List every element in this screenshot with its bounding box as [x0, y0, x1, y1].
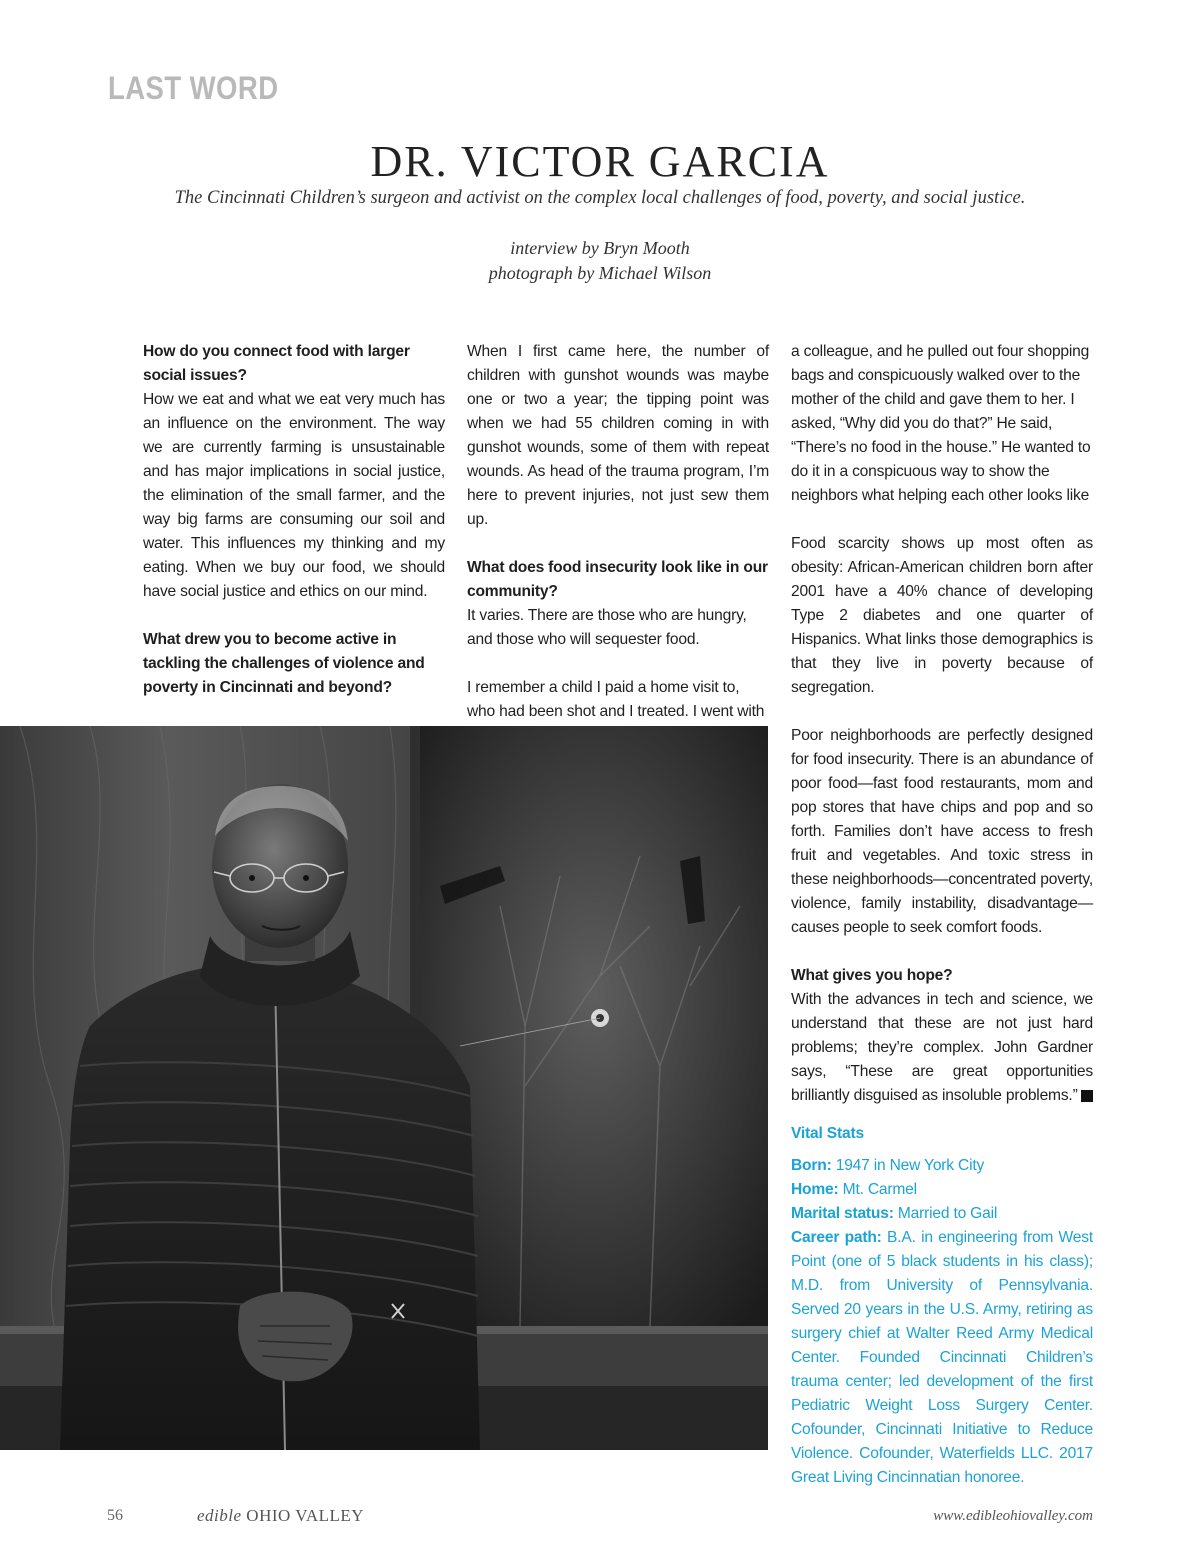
- question-4: What gives you hope?: [791, 967, 953, 984]
- credits: [0, 236, 1200, 286]
- stat-marital-key: Marital status:: [791, 1205, 894, 1222]
- answer-2: When I first came here, the number of children with gunshot wounds was maybe one or two a year; the tipping point was when we had 55 children coming in with gunshot wounds, some of them with repeat wounds. As head of the trauma program, I’m here to prevent injuries, not just sew them up.: [467, 343, 769, 528]
- stat-marital: [791, 1202, 1093, 1226]
- stat-home-key: Home:: [791, 1181, 839, 1198]
- page-number: 56: [107, 1507, 123, 1524]
- stat-home: [791, 1178, 1093, 1202]
- subhead: The Cincinnati Children’s surgeon and activist on the complex local challenges of food, poverty, and social justice.: [174, 188, 1026, 208]
- magazine-name-rest: OHIO VALLEY: [246, 1506, 365, 1525]
- answer-3d: Food scarcity shows up most often as obesity: African-American children born after 2001 have a 40% chance of developing Type 2 diabetes and one quarter of Hispanics. What links those demographics is that they live in poverty because of segregation.: [791, 535, 1093, 696]
- stat-born-key: Born:: [791, 1157, 832, 1174]
- column-2: [467, 340, 769, 748]
- answer-3a: It varies. There are those who are hungry, and those who will sequester food.: [467, 607, 747, 648]
- magazine-name: [197, 1506, 364, 1526]
- magazine-name-italic: edible: [197, 1506, 242, 1525]
- stat-career-key: Career path:: [791, 1229, 882, 1246]
- answer-3c: a colleague, and he pulled out four shopping bags and conspicuously walked over to the mother of the child and gave them to her. I asked, “Why did you do that?” He said, “There’s no food in the house.” He wanted to do it in a conspicuous way to show the neighbors what helping each other looks like: [791, 343, 1091, 504]
- stat-born: [791, 1154, 1093, 1178]
- answer-4: [791, 988, 1093, 1108]
- answer-3b: I remember a child I paid a home visit to, who had been shot and I treated. I went with: [467, 679, 765, 720]
- page-title: DR. VICTOR GARCIA: [370, 137, 830, 186]
- column-3: [791, 340, 1093, 1490]
- interview-credit: interview by Bryn Mooth: [510, 238, 690, 258]
- portrait-photo: [0, 726, 768, 1450]
- end-mark-icon: [1081, 1090, 1093, 1102]
- column-1: [143, 340, 445, 724]
- stat-career-value: B.A. in engineering from West Point (one of 5 black students in his class); M.D. from University of Pennsylvania. Served 20 years in the U.S. Army, retiring as surgery chief at Walter Reed Army Medical Center. Founded Cincinnati Children’s trauma center; led development of the first Pediatric Weight Loss Surgery Center. Cofounder, Cincinnati Initiative to Reduce Violence. Cofounder, Waterfields LLC. 2017 Great Living Cincinnatian honoree.: [791, 1229, 1093, 1486]
- answer-4-text: With the advances in tech and science, we understand that these are not just hard problems; they’re complex. John Gardner says, “These are great opportunities brilliantly disguised as insoluble problems.”: [791, 991, 1093, 1104]
- question-2: What drew you to become active in tackling the challenges of violence and poverty in Cincinnati and beyond?: [143, 631, 425, 696]
- stat-born-value: 1947 in New York City: [835, 1157, 985, 1174]
- stat-marital-value: Married to Gail: [897, 1205, 998, 1222]
- section-tag: LAST WORD: [108, 70, 279, 106]
- question-1: How do you connect food with larger social issues?: [143, 343, 410, 384]
- magazine-url: www.edibleohiovalley.com: [933, 1508, 1093, 1524]
- question-3: What does food insecurity look like in our community?: [467, 559, 768, 600]
- answer-1: How we eat and what we eat very much has an influence on the environment. The way we are currently farming is unsustainable and has major implications in social justice, the elimination of the small farmer, and the way big farms are consuming our soil and water. This influences my thinking and my eating. When we buy our food, we should have social justice and ethics on our mind.: [143, 391, 445, 600]
- portrait-illustration: [0, 726, 768, 1450]
- photo-credit: photograph by Michael Wilson: [488, 263, 712, 283]
- stat-career: [791, 1226, 1093, 1490]
- stat-home-value: Mt. Carmel: [842, 1181, 917, 1198]
- vital-stats-title: Vital Stats: [791, 1125, 864, 1142]
- answer-3e: Poor neighborhoods are perfectly designed for food insecurity. There is an abundance of poor food—fast food restaurants, mom and pop stores that have chips and pop and so forth. Families don’t have access to fresh fruit and vegetables. And toxic stress in these neighborhoods—concentrated poverty, violence, family instability, disadvantage—causes people to seek comfort foods.: [791, 727, 1093, 936]
- vital-stats: [791, 1154, 1093, 1490]
